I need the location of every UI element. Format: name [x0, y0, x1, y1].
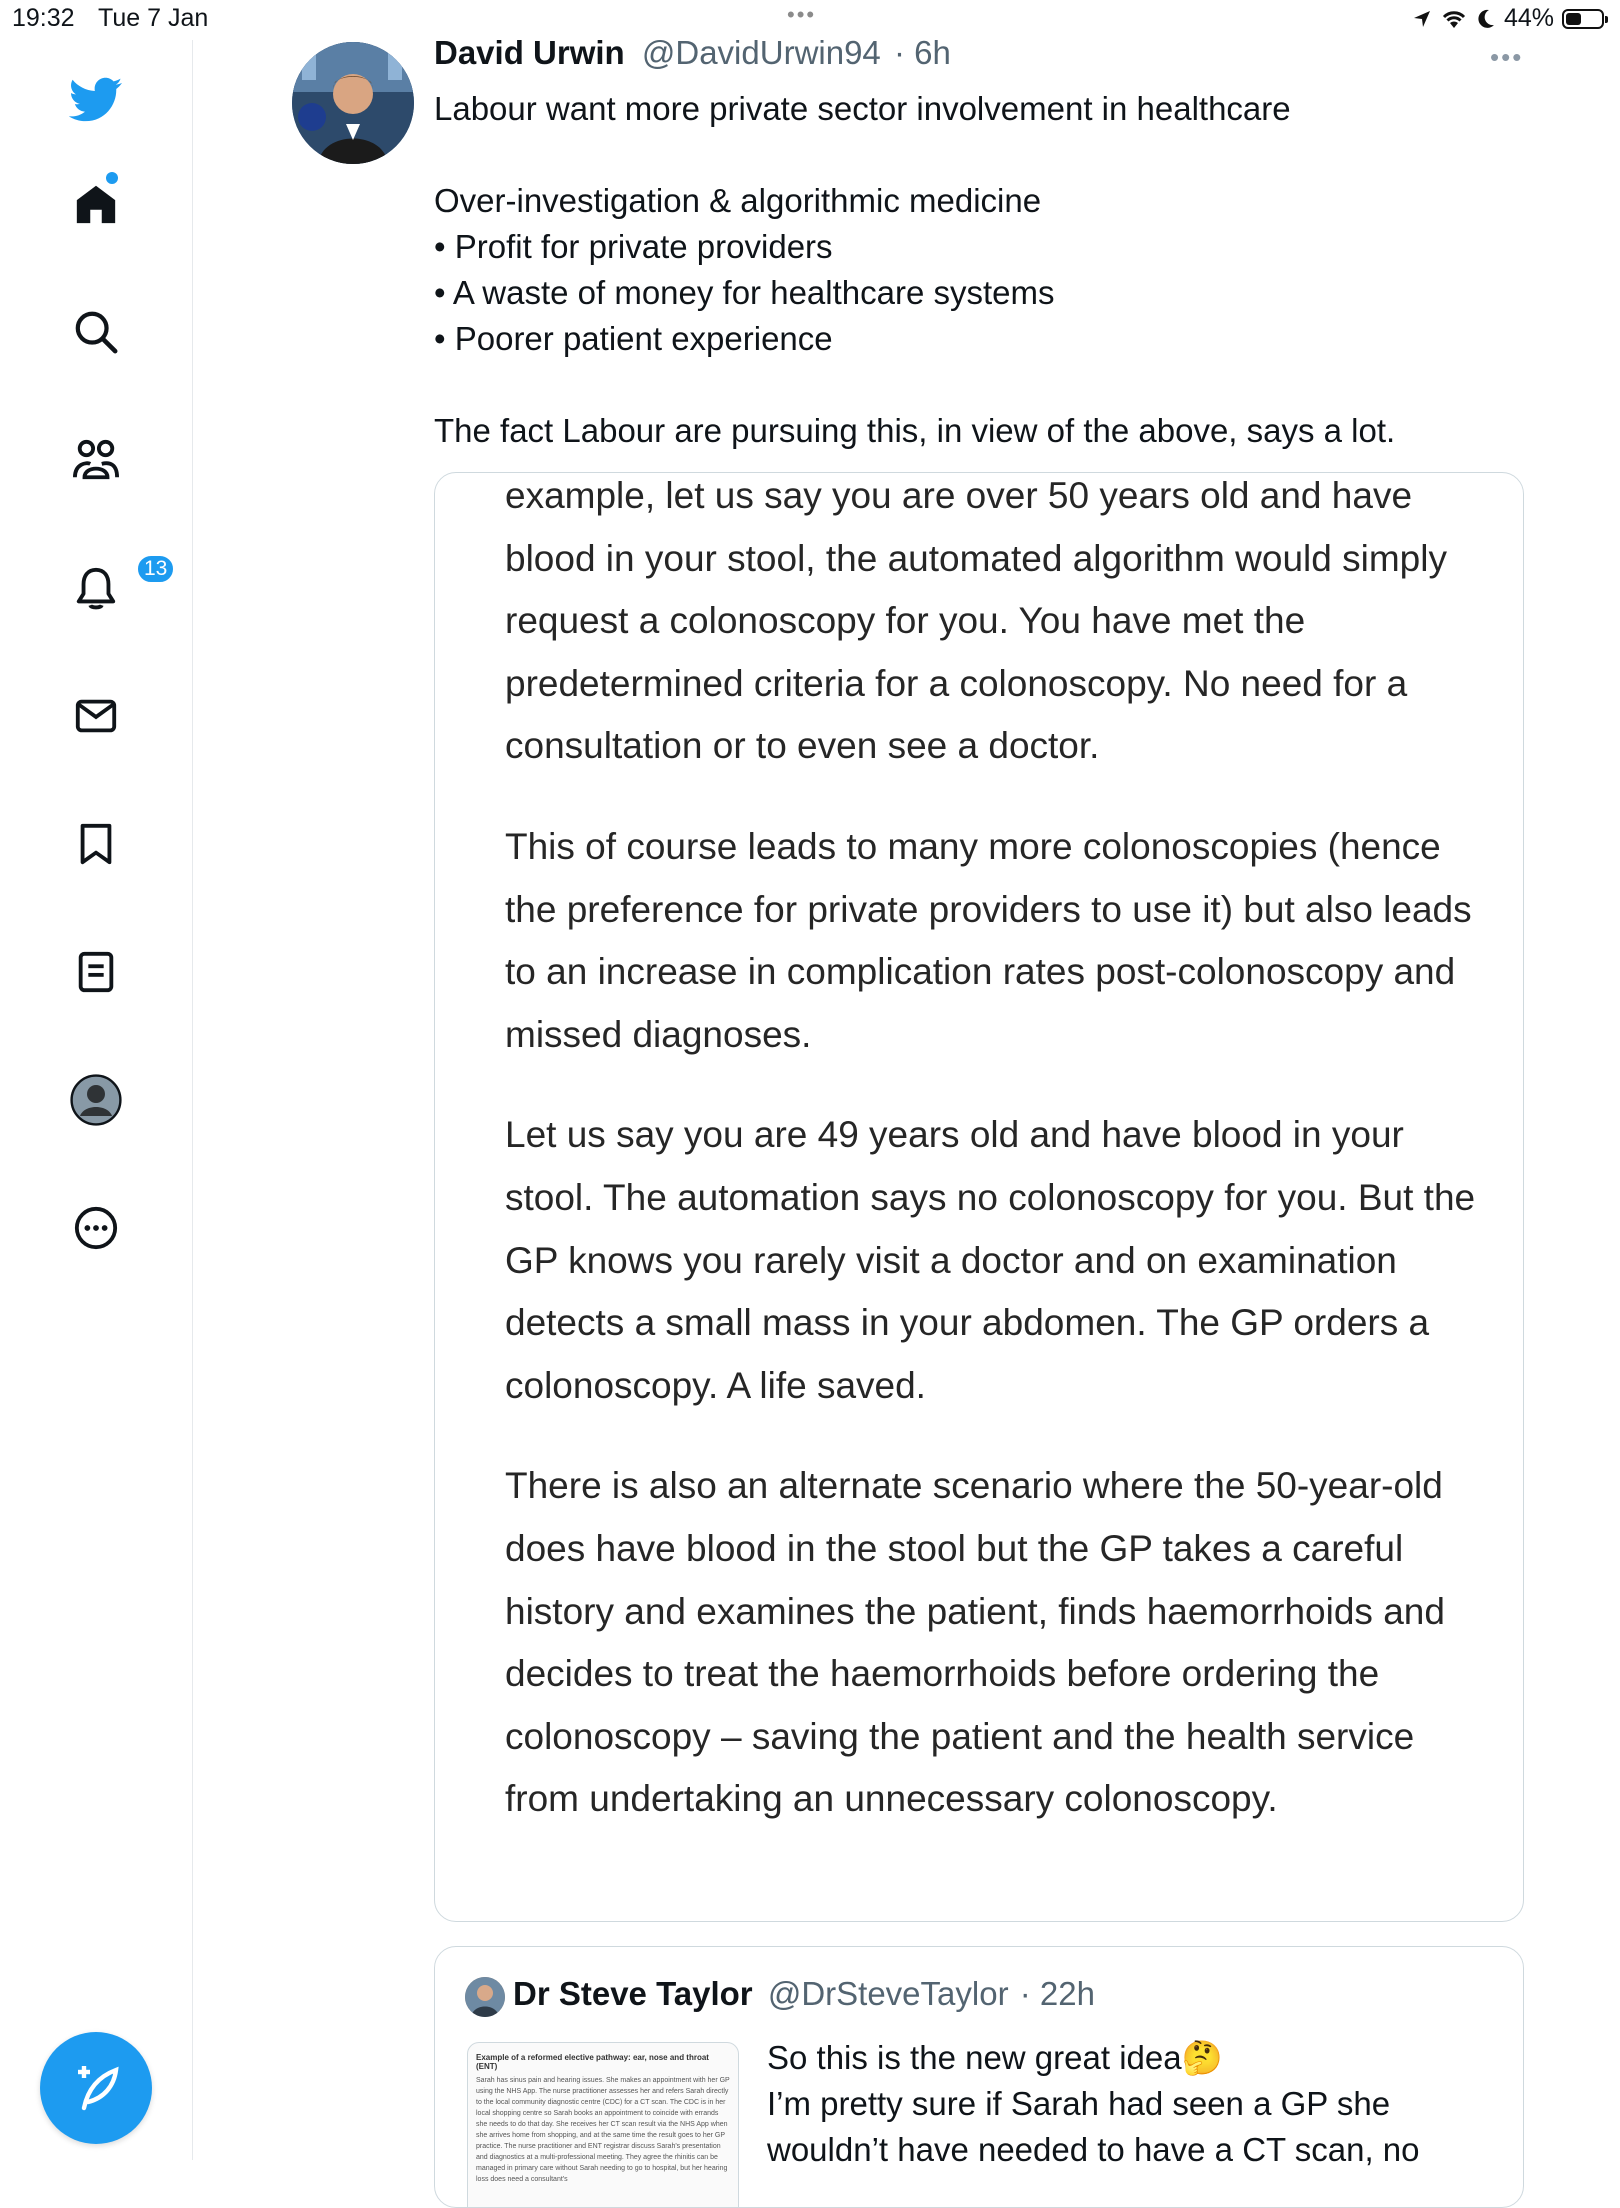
thumbnail-title: Example of a reformed elective pathway: ear, nose and throat (ENT) — [476, 2053, 709, 2071]
author-name[interactable]: David Urwin — [434, 34, 625, 71]
bell-icon — [73, 565, 119, 611]
tweet-more-icon[interactable]: ••• — [1490, 42, 1524, 72]
battery-icon — [1562, 9, 1604, 29]
quoted-line: So this is the new great idea🤔 — [767, 2039, 1223, 2076]
battery-level — [1566, 13, 1581, 25]
lists-icon — [73, 949, 119, 995]
quoted-image-thumbnail[interactable] — [467, 2042, 739, 2208]
tweet-bullet: • A waste of money for healthcare systems — [434, 274, 1055, 311]
moon-icon — [1476, 8, 1496, 30]
tweet-line: Labour want more private sector involvement in healthcare — [434, 90, 1291, 127]
sidebar-item-lists[interactable] — [62, 938, 130, 1006]
author-photo — [292, 42, 414, 164]
sidebar-item-messages[interactable] — [62, 682, 130, 750]
quoted-text — [767, 2035, 1487, 2173]
tweet-body — [434, 86, 1494, 454]
image-paragraph: There is also an alternate scenario where the 50-year-old does have blood in the stool but the GP takes a careful history and examines the patient, finds haemorrhoids and decides to treat the haemorrhoids before ordering the colonoscopy – saving the patient and the health service from undertaking an unnecessary colonoscopy. — [505, 1465, 1445, 1820]
sidebar-item-home[interactable] — [62, 170, 130, 238]
tweet-image[interactable] — [434, 472, 1524, 1922]
sidebar-item-profile[interactable] — [62, 1066, 130, 1134]
quoted-time: · 22h — [1019, 1975, 1095, 2012]
author-avatar[interactable] — [292, 42, 414, 164]
battery-percent: 44% — [1503, 4, 1554, 32]
tweet-time[interactable]: · 6h — [893, 34, 951, 71]
image-document-text — [505, 472, 1485, 1869]
quoted-line: wouldn’t have needed to have a CT scan, no — [767, 2131, 1420, 2168]
image-paragraph: example, let us say you are over 50 years old and have blood in your stool, the automated algorithm would simply request a colonoscopy for you. You have met the predetermined criteria for a colonoscopy. No need for a consultation or to even see a doctor. — [505, 475, 1447, 767]
sidebar-item-more[interactable] — [62, 1194, 130, 1262]
wifi-icon — [1440, 8, 1468, 30]
quoted-author-handle: @DrSteveTaylor — [767, 1975, 1009, 2012]
sidebar-item-notifications[interactable] — [62, 554, 168, 622]
sidebar-item-twitter-logo[interactable] — [62, 66, 130, 134]
communities-icon — [71, 437, 121, 483]
home-notification-dot — [106, 172, 118, 184]
home-icon — [73, 181, 119, 227]
status-time: 19:32 — [12, 4, 75, 32]
search-icon — [73, 309, 119, 355]
image-paragraph: Let us say you are 49 years old and have blood in your stool. The automation says no colonoscopy for you. But the GP knows you rarely visit a doctor and on examination detects a small mass in your abdomen. The GP orders a colonoscopy. A life saved. — [505, 1114, 1476, 1406]
more-circle-icon — [73, 1205, 119, 1251]
sidebar-item-bookmarks[interactable] — [62, 810, 130, 878]
tweet-bullet: • Poorer patient experience — [434, 320, 833, 357]
image-paragraph: This of course leads to many more colonoscopies (hence the preference for private providers to use it) but also leads to an increase in complication rates post-colonoscopy and missed diagnoses. — [505, 825, 1472, 1055]
tweet-line: Over-investigation & algorithmic medicine — [434, 182, 1042, 219]
compose-feather-icon — [68, 2060, 124, 2116]
sidebar — [0, 40, 193, 2160]
quoted-tweet[interactable] — [434, 1946, 1524, 2208]
quoted-line: I’m pretty sure if Sarah had seen a GP she — [767, 2085, 1391, 2122]
twitter-bird-icon — [69, 77, 123, 123]
location-icon — [1412, 9, 1432, 29]
status-indicators — [1412, 4, 1604, 33]
notification-badge: 13 — [136, 554, 175, 584]
author-handle[interactable]: @DavidUrwin94 — [641, 34, 881, 71]
sidebar-item-communities[interactable] — [62, 426, 130, 494]
quoted-author-avatar — [465, 1977, 505, 2017]
tweet-bullet: • Profit for private providers — [434, 228, 833, 265]
bookmark-icon — [73, 821, 119, 867]
quoted-header — [513, 1975, 1095, 2013]
tweet-header — [434, 34, 951, 72]
envelope-icon — [73, 693, 119, 739]
multitask-dots[interactable]: ••• — [787, 2, 817, 27]
profile-avatar-icon — [70, 1074, 122, 1126]
sidebar-item-search[interactable] — [62, 298, 130, 366]
tweet-line: The fact Labour are pursuing this, in view of the above, says a lot. — [434, 412, 1396, 449]
thumbnail-body: Sarah has sinus pain and hearing issues. She makes an appointment with her GP using the NHS App. The nurse practitioner assesses her and refers Sarah directly to the local community diagnostic centre (CDC) for a CT scan. The CDC is in her local shopping centre so Sarah books an appointment to coincide with errands she needs to do that day. She receives her CT scan result via the NHS App when she arrives home from shopping, and at the same time the result goes to her GP practice. The nurse practitioner and ENT registrar discuss Sarah's presentation and diagnostics at a multi-professional meeting. They agree the rhinitis can be managed in primary care without Sarah needing to go to hospital, but her hearing loss does need a consultant's — [476, 2077, 730, 2183]
quoted-author-name: Dr Steve Taylor — [513, 1975, 753, 2012]
status-date: Tue 7 Jan — [98, 4, 209, 32]
compose-tweet-button[interactable] — [40, 2032, 152, 2144]
